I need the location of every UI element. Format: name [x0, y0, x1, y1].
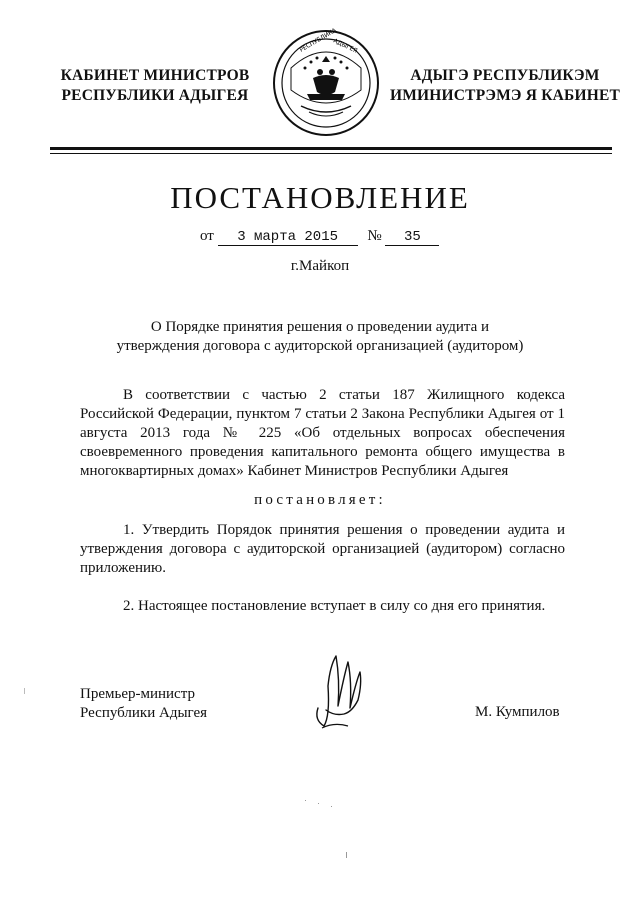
number-value: 35: [385, 229, 439, 246]
header-rule-thin: [50, 153, 612, 154]
issuer-name-adyghe: [385, 66, 625, 106]
signer-position: [80, 685, 207, 723]
position-line-1: Премьер-министр: [80, 686, 195, 702]
subject-line-2: утверждения договора с аудиторской организацией (аудитором): [116, 338, 524, 354]
issuer-line-2: РЕСПУБЛИКИ АДЫГЕЯ: [61, 87, 249, 104]
document-subject: [60, 318, 580, 356]
preamble-paragraph: В соответствии с частью 2 статьи 187 Жилищного кодекса Российской Федерации, пунктом 7 статьи 2 Закона Республики Адыгея от 1 августа 2013 года № 225 «Об отдельных вопросах обеспечения своевременного проведения капитального ремонта общего имущества в многоквартирных домах» Кабинет Министров Республики Адыгея: [80, 387, 565, 479]
date-number-line: [200, 228, 460, 246]
position-line-2: Республики Адыгея: [80, 705, 208, 721]
date-prefix: от: [200, 228, 214, 244]
subject-line-1: О Порядке принятия решения о проведении аудита и: [150, 319, 490, 335]
scan-speck: [305, 800, 306, 801]
emblem-text-left: РЕСПУБЛИКА: [298, 28, 338, 54]
document-title: ПОСТАНОВЛЕНИЕ: [170, 180, 470, 215]
issuer-adyghe-line-2: ИМИНИСТРЭМЭ Я КАБИНЕТ: [389, 87, 621, 104]
state-emblem-icon: [271, 28, 381, 138]
issuer-adyghe-line-1: АДЫГЭ РЕСПУБЛИКЭМ: [410, 67, 600, 84]
item-2-paragraph: 2. Настоящее постановление вступает в силу со дня его принятия.: [123, 598, 546, 614]
date-value: 3 марта 2015: [218, 229, 358, 246]
header-rule-thick: [50, 147, 612, 150]
scan-mark: [24, 688, 25, 694]
number-prefix: №: [367, 228, 382, 244]
item-1-paragraph: 1. Утвердить Порядок принятия решения о проведении аудита и утверждения договора с аудиторской организацией (аудитором) согласно приложению.: [80, 522, 565, 576]
issuer-name-russian: [55, 66, 255, 106]
handwritten-signature: [300, 648, 380, 738]
resolve-word: постановляет:: [254, 492, 386, 508]
scan-speck: [346, 852, 347, 858]
signer-name: М. Кумпилов: [475, 704, 560, 720]
scan-speck: [331, 806, 332, 807]
scan-speck: [318, 803, 319, 804]
city: г.Майкоп: [290, 258, 350, 274]
emblem-text-right: АДЫГЕЯ: [332, 37, 359, 55]
issuer-line-1: КАБИНЕТ МИНИСТРОВ: [60, 67, 250, 84]
